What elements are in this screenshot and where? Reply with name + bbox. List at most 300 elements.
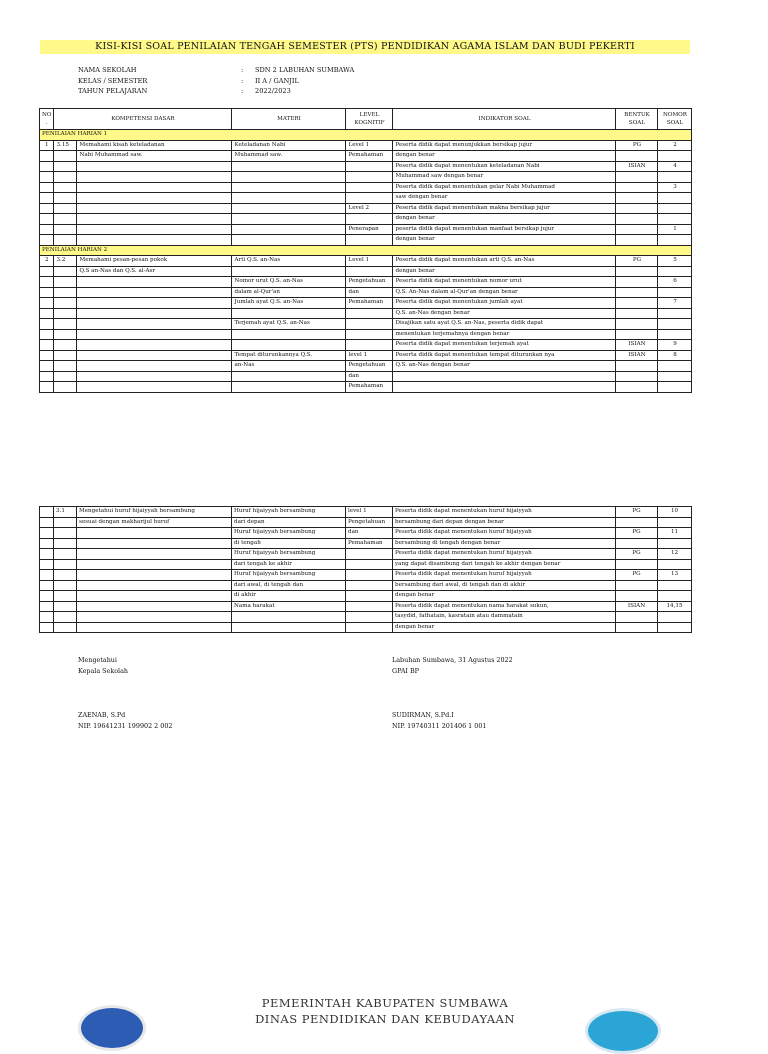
cell-kd-text	[77, 361, 232, 372]
kisi-kisi-table-continued	[39, 506, 692, 633]
signature-nip: NIP. 19641231 199902 2 002	[78, 722, 173, 730]
signature-line: Kepala Sekolah	[78, 667, 129, 675]
cell-no	[40, 538, 54, 549]
table-row	[40, 528, 692, 539]
table-row	[40, 350, 692, 361]
cell-kd-text	[77, 182, 232, 193]
cell-kd-text	[77, 559, 232, 570]
cell-kd-code	[54, 298, 77, 309]
cell-materi: Jumlah ayat Q.S. an-Nas	[232, 298, 346, 309]
cell-kd-code	[54, 361, 77, 372]
cell-materi	[232, 214, 346, 225]
header-kompetensi-dasar: KOMPETENSI DASAR	[54, 109, 232, 130]
cell-level	[346, 591, 393, 602]
cell-bentuk	[616, 298, 658, 309]
info-value: SDN 2 LABUHAN SUMBAWA	[255, 66, 355, 74]
cell-nomor	[658, 172, 692, 183]
cell-kd-code	[54, 612, 77, 623]
cell-indikator: Peserta didik dapat menentukan huruf hijaiyyah	[393, 507, 616, 518]
table-row	[40, 193, 692, 204]
cell-level	[346, 340, 393, 351]
cell-kd-text	[77, 287, 232, 298]
table-row	[40, 329, 692, 340]
cell-indikator: Peserta didik dapat menentukan jumlah ayat	[393, 298, 616, 309]
header-bentuk-soal: BENTUK SOAL	[616, 109, 658, 130]
signature-nip: NIP. 19740311 201406 1 001	[392, 722, 487, 730]
cell-bentuk: ISIAN	[616, 161, 658, 172]
cell-level	[346, 559, 393, 570]
letterhead-line: DINAS PENDIDIKAN DAN KEBUDAYAAN	[255, 1012, 515, 1026]
cell-kd-text	[77, 277, 232, 288]
cell-indikator: Peserta didik dapat menentukan nomor urut	[393, 277, 616, 288]
cell-no: 2	[40, 256, 54, 267]
header-nomor-soal: NOMOR SOAL	[658, 109, 692, 130]
cell-indikator: Peserta didik dapat menentukan makna bersikap jujur	[393, 203, 616, 214]
cell-kd-text	[77, 350, 232, 361]
table-row	[40, 161, 692, 172]
cell-level	[346, 193, 393, 204]
cell-kd-text	[77, 172, 232, 183]
table-row	[40, 371, 692, 382]
cell-indikator: saw dengan benar	[393, 193, 616, 204]
cell-bentuk	[616, 517, 658, 528]
cell-no	[40, 549, 54, 560]
cell-materi	[232, 622, 346, 633]
cell-materi: dalam al-Qur'an	[232, 287, 346, 298]
cell-level	[346, 182, 393, 193]
cell-level: Pemahaman	[346, 151, 393, 162]
info-label: NAMA SEKOLAH	[78, 66, 137, 74]
cell-materi: dari depan	[232, 517, 346, 528]
cell-kd-code	[54, 538, 77, 549]
table-row	[40, 287, 692, 298]
cell-kd-text	[77, 580, 232, 591]
cell-level	[346, 214, 393, 225]
cell-kd-code	[54, 570, 77, 581]
table-body-continued	[40, 507, 692, 633]
cell-no	[40, 235, 54, 246]
cell-kd-code: 3.1	[54, 507, 77, 518]
cell-kd-text	[77, 622, 232, 633]
cell-bentuk	[616, 371, 658, 382]
cell-materi	[232, 172, 346, 183]
table-row	[40, 214, 692, 225]
cell-no	[40, 151, 54, 162]
cell-nomor: 1	[658, 224, 692, 235]
cell-level: Pemahaman	[346, 538, 393, 549]
cell-nomor	[658, 612, 692, 623]
cell-materi: Keteladanan Nabi	[232, 140, 346, 151]
cell-nomor	[658, 361, 692, 372]
cell-kd-text	[77, 203, 232, 214]
cell-materi	[232, 193, 346, 204]
letterhead-line: PEMERINTAH KABUPATEN SUMBAWA	[261, 996, 509, 1010]
cell-level: Level 1	[346, 140, 393, 151]
cell-indikator: Peserta didik dapat menentukan tempat diturunkan nya	[393, 350, 616, 361]
cell-no	[40, 214, 54, 225]
cell-no	[40, 287, 54, 298]
cell-materi: di akhir	[232, 591, 346, 602]
cell-indikator: Q.S. An-Nas dalam al-Qur'an dengan benar	[393, 287, 616, 298]
cell-nomor	[658, 382, 692, 393]
cell-nomor	[658, 559, 692, 570]
cell-kd-text	[77, 570, 232, 581]
table-row	[40, 151, 692, 162]
table-row	[40, 172, 692, 183]
cell-no	[40, 161, 54, 172]
cell-nomor: 5	[658, 256, 692, 267]
cell-kd-code	[54, 172, 77, 183]
cell-kd-text	[77, 161, 232, 172]
cell-no	[40, 224, 54, 235]
cell-kd-text	[77, 298, 232, 309]
cell-kd-code	[54, 580, 77, 591]
info-colon: :	[241, 76, 244, 85]
cell-no	[40, 517, 54, 528]
cell-kd-code	[54, 340, 77, 351]
cell-indikator: Peserta didik dapat menentukan gelar Nabi Muhammad	[393, 182, 616, 193]
cell-level: dan	[346, 528, 393, 539]
table-row	[40, 235, 692, 246]
table-row	[40, 591, 692, 602]
cell-materi: dari awal, di tengah dan	[232, 580, 346, 591]
cell-materi: Huruf hijaiyyah bersambung	[232, 528, 346, 539]
cell-nomor	[658, 591, 692, 602]
cell-materi: Nama harakat	[232, 601, 346, 612]
cell-bentuk: PG	[616, 507, 658, 518]
table-row	[40, 570, 692, 581]
cell-bentuk	[616, 591, 658, 602]
info-value: II A / GANJIL	[255, 76, 299, 85]
cell-nomor	[658, 151, 692, 162]
cell-no	[40, 601, 54, 612]
cell-materi: Arti Q.S. an-Nas	[232, 256, 346, 267]
table-row	[40, 559, 692, 570]
info-label: KELAS / SEMESTER	[78, 76, 148, 85]
cell-level	[346, 161, 393, 172]
table-row	[40, 319, 692, 330]
cell-kd-code	[54, 161, 77, 172]
cell-materi: Terjemah ayat Q.S. an-Nas	[232, 319, 346, 330]
signature-teacher	[392, 655, 513, 732]
cell-nomor	[658, 308, 692, 319]
cell-level: level 1	[346, 350, 393, 361]
cell-indikator: bersambung dari depan dengan benar	[393, 517, 616, 528]
cell-indikator: dengan benar	[393, 151, 616, 162]
cell-kd-code	[54, 235, 77, 246]
cell-bentuk	[616, 224, 658, 235]
cell-no	[40, 559, 54, 570]
cell-bentuk	[616, 329, 658, 340]
cell-bentuk: ISIAN	[616, 601, 658, 612]
cell-indikator: dengan benar	[393, 235, 616, 246]
cell-kd-code	[54, 549, 77, 560]
cell-indikator: peserta didik dapat menentukan manfaat bersikap jujur	[393, 224, 616, 235]
table-row	[40, 538, 692, 549]
table-row	[40, 182, 692, 193]
letterhead	[190, 995, 580, 1027]
cell-no	[40, 172, 54, 183]
cell-kd-text	[77, 235, 232, 246]
cell-kd-code	[54, 214, 77, 225]
cell-kd-text	[77, 214, 232, 225]
cell-bentuk	[616, 361, 658, 372]
school-info	[78, 65, 354, 97]
cell-bentuk	[616, 266, 658, 277]
cell-nomor	[658, 329, 692, 340]
cell-kd-code	[54, 277, 77, 288]
info-value: 2022/2023	[255, 87, 291, 95]
cell-kd-text: Q.S an-Nas dan Q.S. al-Asr	[77, 266, 232, 277]
cell-kd-text: Mengetahui huruf hijaiyyah bersambung	[77, 507, 232, 518]
cell-materi	[232, 266, 346, 277]
cell-kd-text	[77, 340, 232, 351]
cell-bentuk	[616, 287, 658, 298]
cell-kd-text	[77, 193, 232, 204]
cell-level: Pemahaman	[346, 382, 393, 393]
cell-nomor: 13	[658, 570, 692, 581]
table-row	[40, 580, 692, 591]
cell-kd-code	[54, 622, 77, 633]
cell-indikator	[393, 371, 616, 382]
cell-materi: Huruf hijaiyyah bersambung	[232, 570, 346, 581]
kisi-kisi-table	[39, 108, 692, 393]
cell-level: Level 1	[346, 256, 393, 267]
cell-materi	[232, 612, 346, 623]
cell-bentuk: ISIAN	[616, 340, 658, 351]
cell-kd-code	[54, 182, 77, 193]
cell-no: 1	[40, 140, 54, 151]
cell-level	[346, 612, 393, 623]
cell-nomor: 6	[658, 277, 692, 288]
table-row	[40, 622, 692, 633]
table-row	[40, 308, 692, 319]
cell-kd-text	[77, 528, 232, 539]
cell-kd-code	[54, 266, 77, 277]
cell-bentuk	[616, 277, 658, 288]
cell-kd-text	[77, 319, 232, 330]
table-row	[40, 140, 692, 151]
cell-nomor: 9	[658, 340, 692, 351]
table-row	[40, 224, 692, 235]
cell-kd-code	[54, 319, 77, 330]
cell-materi: Huruf hijaiyyah bersambung	[232, 549, 346, 560]
cell-materi: Huruf hijaiyyah bersambung	[232, 507, 346, 518]
cell-nomor: 3	[658, 182, 692, 193]
cell-materi: Tempat diturunkannya Q.S.	[232, 350, 346, 361]
cell-bentuk	[616, 319, 658, 330]
cell-nomor	[658, 193, 692, 204]
header-materi: MATERI	[232, 109, 346, 130]
cell-level: dan	[346, 371, 393, 382]
cell-kd-code	[54, 287, 77, 298]
signature-headmaster	[78, 655, 172, 732]
cell-indikator: dengan benar	[393, 591, 616, 602]
table-body	[40, 130, 692, 393]
cell-nomor: 10	[658, 507, 692, 518]
cell-level	[346, 319, 393, 330]
cell-no	[40, 340, 54, 351]
cell-kd-code	[54, 591, 77, 602]
cell-level	[346, 580, 393, 591]
cell-indikator: bersambung di tengah dengan benar	[393, 538, 616, 549]
cell-nomor: 2	[658, 140, 692, 151]
table-row	[40, 549, 692, 560]
cell-materi	[232, 182, 346, 193]
cell-level	[346, 308, 393, 319]
cell-no	[40, 329, 54, 340]
cell-bentuk	[616, 622, 658, 633]
section-header-row	[40, 245, 692, 256]
cell-materi	[232, 161, 346, 172]
cell-nomor	[658, 538, 692, 549]
cell-bentuk	[616, 172, 658, 183]
cell-nomor: 8	[658, 350, 692, 361]
cell-indikator: Peserta didik dapat menentukan huruf hijaiyyah	[393, 570, 616, 581]
table-row	[40, 277, 692, 288]
cell-materi: an-Nas	[232, 361, 346, 372]
info-label: TAHUN PELAJARAN	[78, 87, 148, 95]
cell-kd-code	[54, 517, 77, 528]
cell-kd-text: Memahami pesan-pesan pokok	[77, 256, 232, 267]
cell-nomor	[658, 517, 692, 528]
cell-level	[346, 570, 393, 581]
header-indikator-soal: INDIKATOR SOAL	[393, 109, 616, 130]
signature-name: ZAENAB, S.Pd	[78, 711, 126, 719]
cell-materi	[232, 329, 346, 340]
table-row	[40, 382, 692, 393]
cell-kd-code	[54, 151, 77, 162]
cell-no	[40, 570, 54, 581]
table-row	[40, 203, 692, 214]
cell-no	[40, 193, 54, 204]
cell-kd-code: 3.2	[54, 256, 77, 267]
cell-indikator: yang dapat disambung dari tengah ke akhir dengan benar	[393, 559, 616, 570]
cell-bentuk	[616, 559, 658, 570]
cell-kd-text: sesuai dengan makharijul huruf	[77, 517, 232, 528]
cell-kd-code: 3.15	[54, 140, 77, 151]
cell-nomor: 4	[658, 161, 692, 172]
cell-kd-text: Memahami kisah keteladanan	[77, 140, 232, 151]
cell-bentuk: PG	[616, 549, 658, 560]
cell-no	[40, 382, 54, 393]
cell-indikator: tasydid, fathatain, kasratain atau dammatain	[393, 612, 616, 623]
info-colon: :	[241, 66, 244, 74]
cell-indikator: Disajikan satu ayat Q.S. an-Nas, peserta didik dapat	[393, 319, 616, 330]
cell-bentuk	[616, 580, 658, 591]
cell-level: level 1	[346, 507, 393, 518]
cell-kd-code	[54, 528, 77, 539]
cell-level: Pengetahuan	[346, 277, 393, 288]
cell-kd-code	[54, 224, 77, 235]
cell-no	[40, 266, 54, 277]
table-row	[40, 256, 692, 267]
cell-kd-code	[54, 382, 77, 393]
cell-kd-text	[77, 591, 232, 602]
document-title: KISI-KISI SOAL PENILAIAN TENGAH SEMESTER (PTS) PENDIDIKAN AGAMA ISLAM DAN BUDI PEKERTI	[40, 40, 690, 54]
cell-level	[346, 549, 393, 560]
section-title: PENILAIAN HARIAN 1	[40, 130, 692, 141]
cell-level	[346, 172, 393, 183]
cell-indikator: menentukan terjemahnya dengan benar	[393, 329, 616, 340]
regency-logo-icon	[78, 1005, 146, 1051]
cell-no	[40, 182, 54, 193]
cell-nomor	[658, 371, 692, 382]
cell-bentuk	[616, 151, 658, 162]
cell-kd-code	[54, 193, 77, 204]
cell-materi: di tengah	[232, 538, 346, 549]
cell-no	[40, 528, 54, 539]
table-row	[40, 361, 692, 372]
cell-indikator: Peserta didik dapat menentukan huruf hijaiyyah	[393, 528, 616, 539]
cell-bentuk	[616, 214, 658, 225]
cell-level: Penerapan	[346, 224, 393, 235]
cell-no	[40, 319, 54, 330]
section-header-row	[40, 130, 692, 141]
cell-level: Pengetahuan	[346, 517, 393, 528]
header-level-kognitif: LEVEL KOGNITIF	[346, 109, 393, 130]
cell-kd-text	[77, 371, 232, 382]
cell-nomor	[658, 214, 692, 225]
cell-indikator: dengan benar	[393, 266, 616, 277]
table-row	[40, 266, 692, 277]
cell-no	[40, 507, 54, 518]
cell-nomor: 11	[658, 528, 692, 539]
signature-line: Mengetahui	[78, 656, 117, 664]
cell-no	[40, 361, 54, 372]
cell-level	[346, 266, 393, 277]
cell-kd-text	[77, 612, 232, 623]
cell-indikator: Peserta didik dapat menunjukkan bersikap jujur	[393, 140, 616, 151]
cell-kd-code	[54, 308, 77, 319]
table-row	[40, 507, 692, 518]
cell-bentuk: PG	[616, 140, 658, 151]
cell-level	[346, 622, 393, 633]
cell-indikator: Peserta didik dapat menentukan arti Q.S. an-Nas	[393, 256, 616, 267]
cell-indikator: bersambung dari awal, di tengah dan di akhir	[393, 580, 616, 591]
table-row	[40, 612, 692, 623]
cell-nomor	[658, 266, 692, 277]
cell-materi	[232, 224, 346, 235]
table-header-row	[40, 109, 692, 130]
cell-bentuk	[616, 308, 658, 319]
cell-nomor	[658, 287, 692, 298]
signature-line: Labuhan Sumbawa, 31 Agustus 2022	[392, 656, 513, 664]
cell-indikator: Peserta didik dapat menentukan terjemah ayat	[393, 340, 616, 351]
cell-indikator: Q.S. an-Nas dengan benar	[393, 361, 616, 372]
cell-level: Level 2	[346, 203, 393, 214]
table-row	[40, 340, 692, 351]
cell-materi: dari tengah ke akhir	[232, 559, 346, 570]
cell-kd-code	[54, 601, 77, 612]
table-row	[40, 601, 692, 612]
cell-materi: Nomor urut Q.S. an-Nas	[232, 277, 346, 288]
cell-bentuk: ISIAN	[616, 350, 658, 361]
info-row-class	[78, 76, 354, 87]
cell-bentuk	[616, 182, 658, 193]
cell-kd-text	[77, 329, 232, 340]
cell-nomor	[658, 203, 692, 214]
cell-indikator: dengan benar	[393, 214, 616, 225]
cell-indikator: Muhammad saw dengan benar	[393, 172, 616, 183]
signature-line: GPAI BP	[392, 667, 419, 675]
cell-no	[40, 298, 54, 309]
cell-kd-text	[77, 382, 232, 393]
cell-bentuk: PG	[616, 256, 658, 267]
cell-kd-code	[54, 371, 77, 382]
cell-kd-code	[54, 350, 77, 361]
cell-kd-text: Nabi Muhammad saw.	[77, 151, 232, 162]
